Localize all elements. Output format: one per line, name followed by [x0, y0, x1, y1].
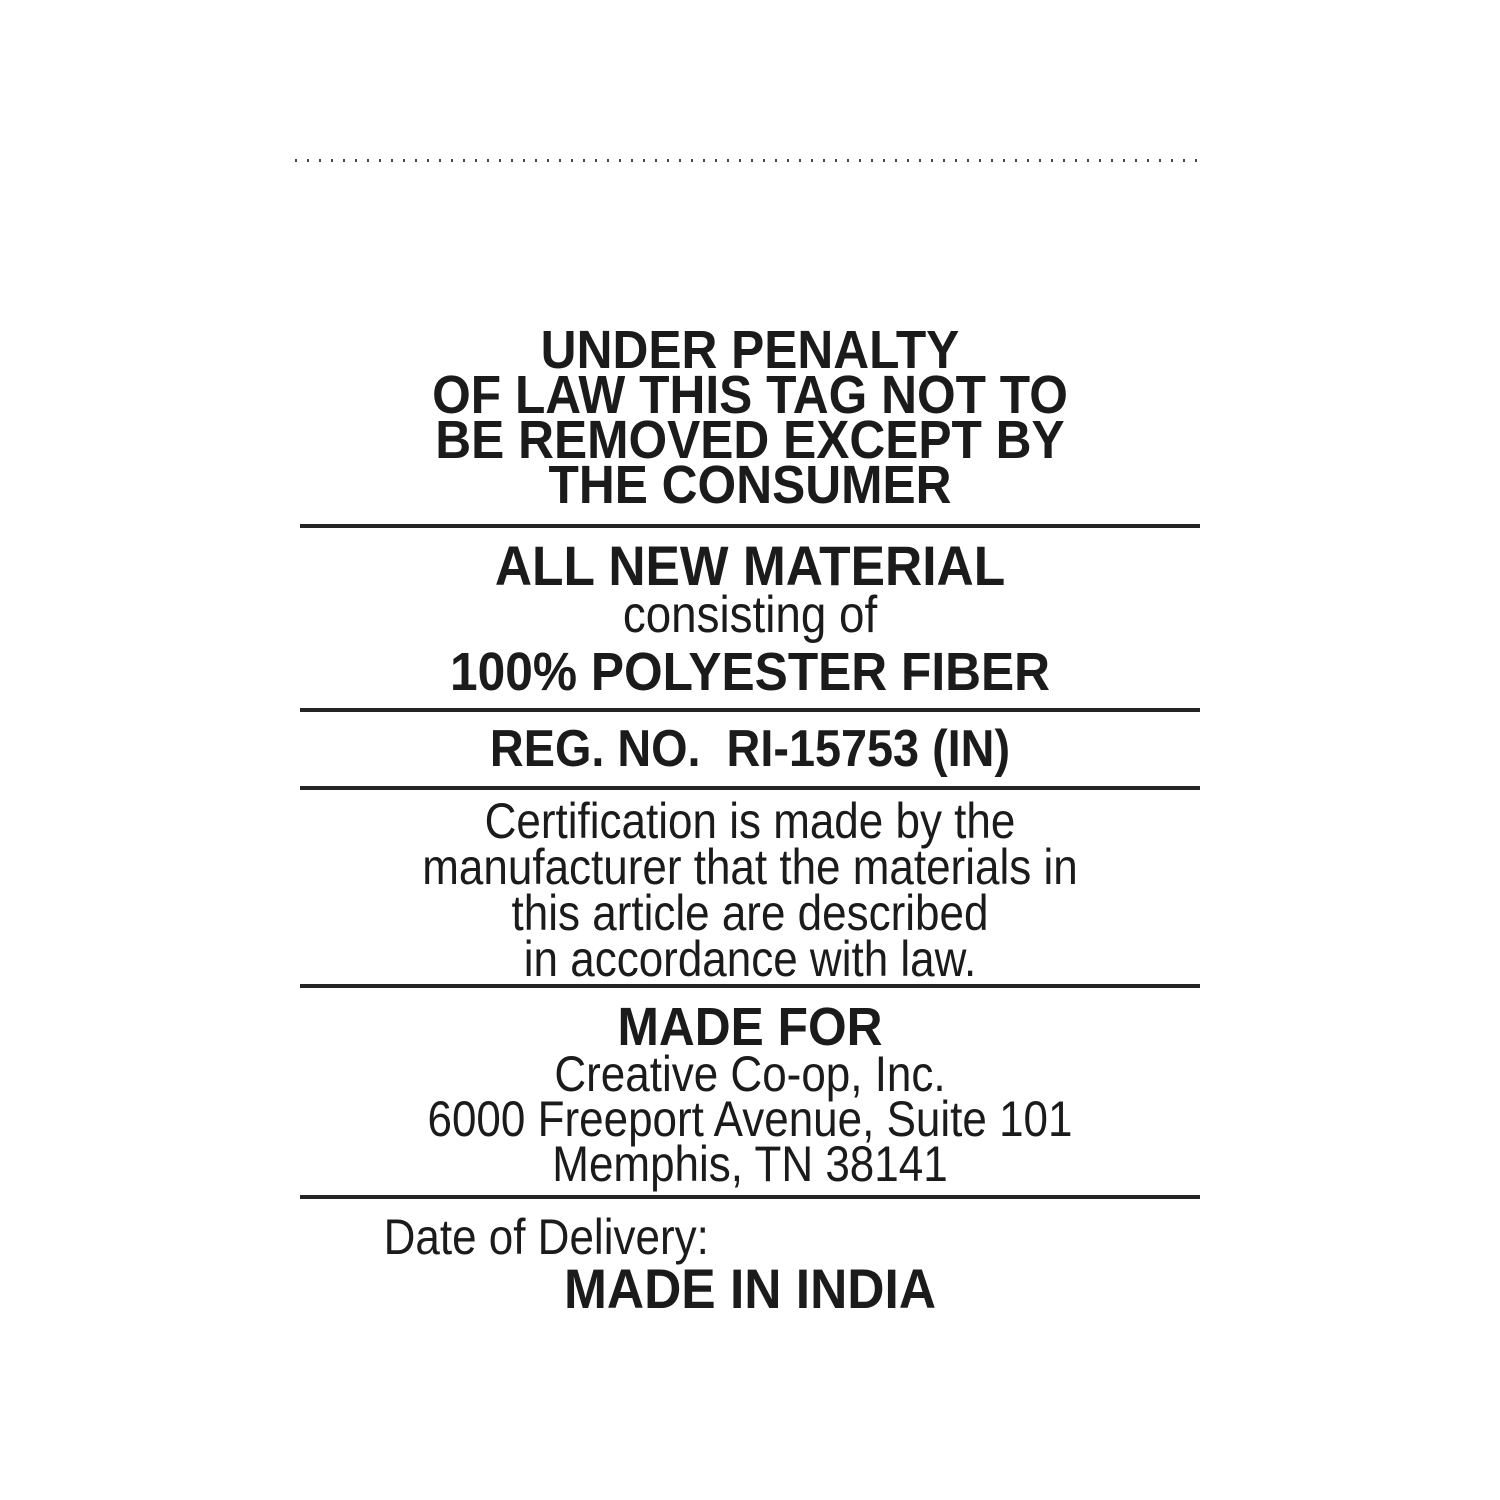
registration-number: REG. NO. RI-15753 (IN) — [489, 720, 1011, 778]
penalty-heading-line: BE REMOVED EXCEPT BY — [435, 410, 1065, 470]
made-for-section — [300, 997, 1200, 1192]
company-address-city: Memphis, TN 38141 — [552, 1136, 948, 1192]
certification-line: manufacturer that the materials in — [422, 839, 1078, 895]
made-for-title: MADE FOR — [617, 997, 883, 1057]
penalty-heading-line: OF LAW THIS TAG NOT TO — [432, 365, 1068, 425]
section-divider — [300, 786, 1200, 790]
certification-line: this article are described — [511, 885, 989, 941]
section-divider — [300, 708, 1200, 712]
penalty-heading-line: THE CONSUMER — [548, 455, 952, 515]
material-section — [300, 534, 1200, 702]
material-content: 100% POLYESTER FIBER — [449, 642, 1051, 702]
penalty-heading-line: UNDER PENALTY — [540, 320, 960, 380]
company-address-street: 6000 Freeport Avenue, Suite 101 — [427, 1091, 1073, 1147]
certification-line: in accordance with law. — [523, 931, 977, 987]
section-divider — [300, 1195, 1200, 1199]
material-connector: consisting of — [622, 586, 878, 644]
company-name: Creative Co-op, Inc. — [554, 1046, 946, 1102]
certification-line: Certification is made by the — [484, 793, 1016, 849]
label-content-column — [300, 0, 1200, 1320]
penalty-heading — [300, 320, 1200, 515]
certification-paragraph — [300, 793, 1200, 987]
section-divider — [300, 524, 1200, 528]
date-of-delivery-label: Date of Delivery: — [383, 1209, 709, 1265]
country-of-origin: MADE IN INDIA — [563, 1257, 937, 1320]
material-title: ALL NEW MATERIAL — [494, 534, 1006, 597]
